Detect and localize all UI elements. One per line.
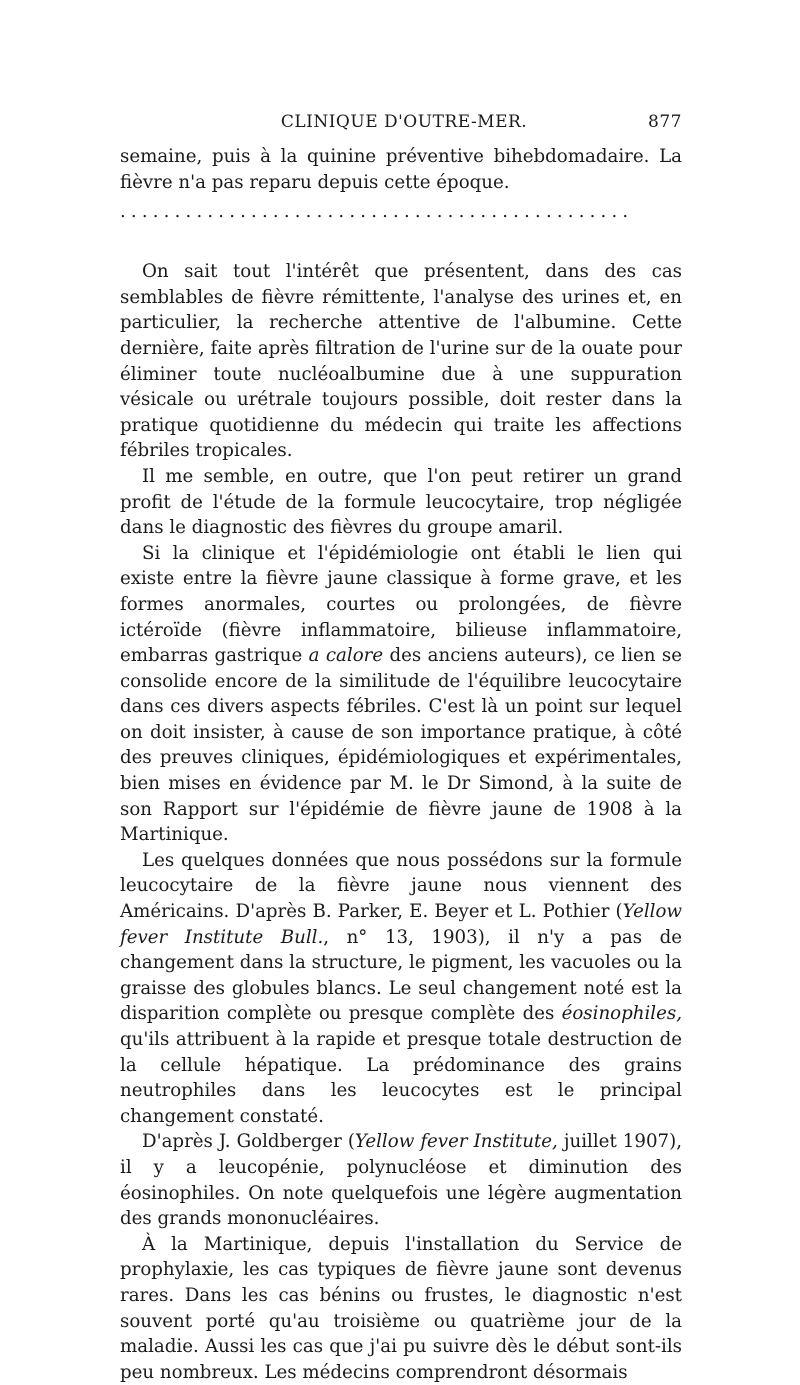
paragraph-martinique: À la Martinique, depuis l'installation du Service de prophylaxie, les cas typiques de fièvre jaune sont devenus rares. Dans les cas bénins ou frustes, le diagnostic n'est souvent porté qu'au troisième ou quatrième jour de la maladie. Aussi les cas que j'ai pu suivre dès le début sont-ils peu nombreux. Les médecins comprendront désormais [120,1233,682,1383]
paragraph-albumine: On sait tout l'intérêt que présentent, dans des cas semblables de fièvre rémittente, l'analyse des urines et, en particulier, la recherche attentive de l'albumine. Cette dernière, faite après filtration de l'urine sur de la ouate pour éliminer toute nucléoalbumine due à une suppuration vésicale ou urétrale toujours possible, doit rester dans la pratique quotidienne du médecin qui traite les affections fébriles tropicales. [120,261,682,462]
italic-run: éosinophiles, [561,1003,682,1025]
text-run: D'après J. Goldberger ( [142,1131,355,1153]
paragraph-americains [120,848,682,1130]
text-run: qu'ils attribuent à la rapide et presque totale destruction de la cellule hépatique. La prédominance des grains neutrophiles dans les leucocytes est le principal changement constaté. [120,1029,682,1127]
header-title: CLINIQUE D'OUTRE-MER. [280,112,528,132]
running-header [120,112,682,142]
body-text [120,144,682,1385]
italic-run: Yellow fever Institute Bull. [120,901,682,948]
text-run: juillet 1907), il y a leucopénie, polynucléose et diminution des éosinophiles. On note quelquefois une légère augmentation des grands mononucléaires. [120,1131,682,1230]
paragraph-goldberger [120,1129,682,1231]
italic-run: a calore [308,645,384,667]
text-run: Si la clinique et l'épidémiologie ont établi le lien qui existe entre la fièvre jaune classique à forme grave, et les formes anormales, courtes ou prolongées, de fièvre ictéroïde (fièvre inflammatoire, bilieuse inflammatoire, embarras gastrique [120,542,682,667]
page [120,112,682,1385]
page-number: 877 [648,112,682,132]
paragraph-formule: Il me semble, en outre, que l'on peut retirer un grand profit de l'étude de la formule leucocytaire, trop négligée dans le diagnostic des fièvres du groupe amaril. [120,465,682,539]
text-run: , n° 13, 1903), il n'y a pas de changement dans la structure, le pigment, les vacuoles ou la graisse des globules blancs. Le seul changement noté est la disparition complète ou presque complète des [120,926,682,1025]
intro-paragraph: semaine, puis à la quinine préventive bihebdomadaire. La fièvre n'a pas reparu depuis cette époque. [120,146,682,193]
text-run: Les quelques données que nous possédons sur la formule leucocytaire de la fièvre jaune nous viennent des Américains. D'après B. Parker, E. Beyer et L. Pothier ( [120,849,682,923]
paragraph-clinique [120,541,682,848]
separator-dots: ............................................... [120,201,634,223]
italic-run: Yellow fever Institute, [354,1131,558,1153]
text-run: des anciens auteurs), ce lien se consolide encore de la similitude de l'équilibre leucocytaire dans ces divers aspects fébriles. C'est là un point sur lequel on doit insister, à cause de son importance pratique, à côté des preuves cliniques, épidémiologiques et expérimentales, bien mises en évidence par M. le Dr Simond, à la suite de son Rapport sur l'épidémie de fièvre jaune de 1908 à la Martinique. [120,645,682,846]
